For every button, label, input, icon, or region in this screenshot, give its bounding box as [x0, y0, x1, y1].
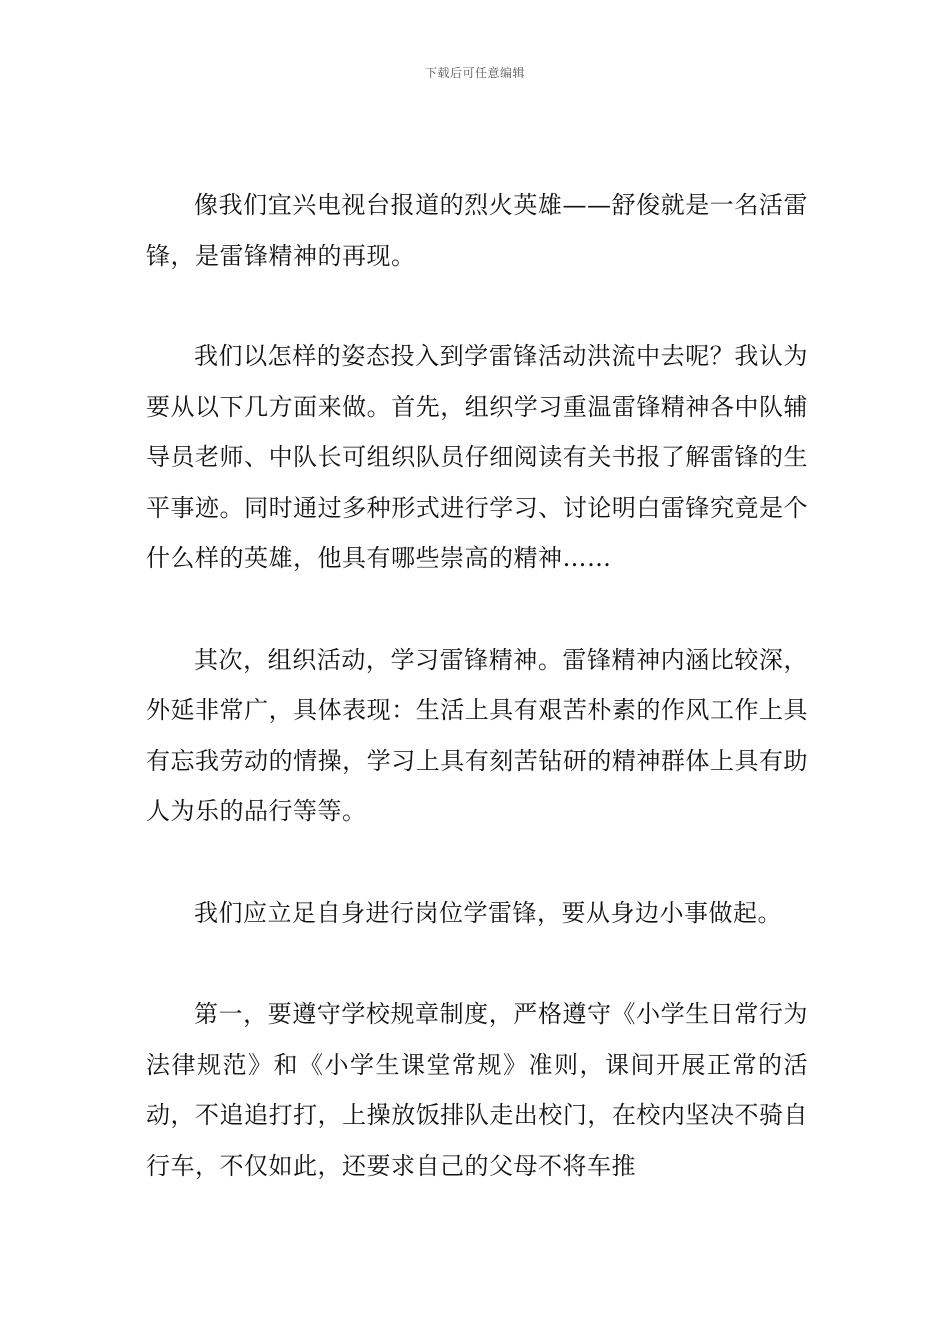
paragraph-2: 我们以怎样的姿态投入到学雷锋活动洪流中去呢？我认为要从以下几方面来做。首先，组织学习重温雷锋精神各中队辅导员老师、中队长可组织队员仔细阅读有关书报了解雷锋的生平事迹。同时通过多种形式进行学习、讨论明白雷锋究竟是个什么样的英雄，他具有哪些崇高的精神……	[146, 342, 808, 572]
document-body	[146, 180, 808, 1191]
page-header: 下载后可任意编辑	[424, 66, 525, 80]
paragraph-4: 我们应立足自身进行岗位学雷锋，要从身边小事做起。	[194, 898, 782, 927]
paragraph-1: 像我们宜兴电视台报道的烈火英雄——舒俊就是一名活雷锋，是雷锋精神的再现。	[146, 191, 808, 270]
paragraph-3: 其次，组织活动，学习雷锋精神。雷锋精神内涵比较深，外延非常广，具体表现：生活上具有艰苦朴素的作风工作上具有忘我劳动的情操，学习上具有刻苦钻研的精神群体上具有助人为乐的品行等等。	[146, 645, 808, 825]
paragraph-5: 第一，要遵守学校规章制度，严格遵守《小学生日常行为法律规范》和《小学生课堂常规》准则，课间开展正常的活动，不追追打打，上操放饭排队走出校门，在校内坚决不骑自行车，不仅如此，还要求自己的父母不将车推	[146, 1000, 808, 1180]
